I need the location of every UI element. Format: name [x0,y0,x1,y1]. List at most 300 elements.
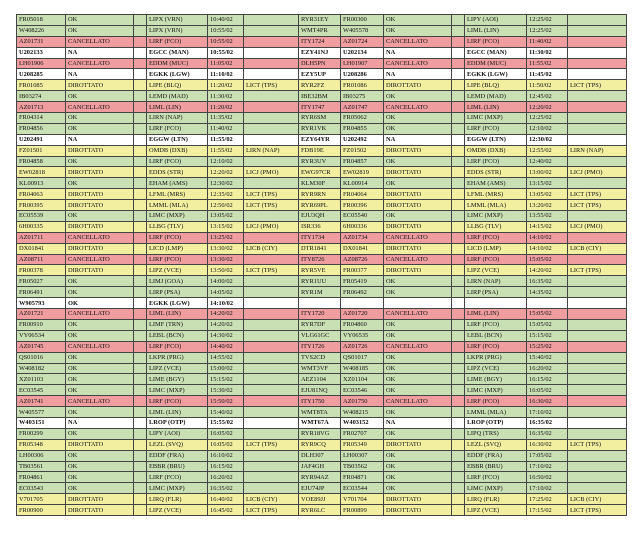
cell-arr-flight: DX01841 [17,243,66,254]
table-row [17,276,627,287]
cell-dep-time: 15:25/02 [527,341,568,352]
table-row [17,461,627,472]
table-row [17,472,627,483]
cell-dep-diverted-to [568,319,627,330]
cell-arr-time: 15:40/02 [208,407,244,418]
cell-dep-destination: LIMC (MXP) [465,211,527,222]
cell-dep-time: 11:50/02 [527,80,568,91]
table-row [17,156,627,167]
cell-dep-diverted-to: LIRN (NAP) [568,145,627,156]
cell-dep-diverted-to [568,113,627,124]
cell-dep-flight: QS01017 [341,352,384,363]
cell-arr-time: 15:15/02 [208,374,244,385]
cell-dep-destination: LEZL (SVQ) [465,439,527,450]
cell-arr-diverted-to [244,461,299,472]
cell-arr-flight: U202133 [17,47,66,58]
cell-dep-destination [465,298,527,309]
cell-callsign: RYR9RN [299,189,341,200]
cell-dep-diverted-to [568,461,627,472]
cell-dep-status: OK [384,113,452,124]
cell-arr-status: OK [66,287,134,298]
cell-arr-diverted-to: LICJ (PMO) [244,167,299,178]
cell-dep-status: OK [384,25,452,36]
cell-dep-time: 11:40/02 [527,36,568,47]
cell-arr-origin: LIRF (FCO) [147,156,208,167]
table-row [17,439,627,450]
cell-dep-destination: EDDM (MUC) [465,58,527,69]
cell-arr-origin: EGKK (LGW) [147,69,208,80]
cell-arr-note [134,298,147,309]
cell-dep-time: 12:55/02 [527,145,568,156]
cell-dep-time: 16:35/02 [527,417,568,428]
cell-arr-status: OK [66,330,134,341]
cell-dep-note [452,450,465,461]
cell-arr-flight: FR04861 [17,472,66,483]
cell-arr-note [134,428,147,439]
cell-callsign: KLM30F [299,178,341,189]
cell-arr-flight: W408226 [17,25,66,36]
cell-arr-diverted-to: LICJ (PMO) [244,221,299,232]
cell-arr-diverted-to [244,330,299,341]
cell-dep-note [452,167,465,178]
cell-dep-diverted-to [568,298,627,309]
cell-dep-note [452,298,465,309]
cell-arr-origin: LIML (LIN) [147,102,208,113]
cell-dep-status: NA [384,47,452,58]
cell-dep-status: CANCELLATO [384,232,452,243]
cell-dep-flight: LH01907 [341,58,384,69]
cell-arr-time: 16:05/02 [208,439,244,450]
cell-dep-diverted-to [568,309,627,320]
flight-rows [17,15,627,516]
table-row [17,385,627,396]
cell-dep-status: OK [384,276,452,287]
cell-dep-status: OK [384,472,452,483]
cell-dep-flight: W408185 [341,363,384,374]
cell-dep-diverted-to [568,341,627,352]
cell-arr-status: OK [66,113,134,124]
cell-dep-time: 14:20/02 [527,265,568,276]
cell-dep-time: 17:10/02 [527,483,568,494]
cell-dep-destination: LKPR (PRG) [465,352,527,363]
cell-dep-time: 11:45/02 [527,69,568,80]
cell-dep-status: OK [384,407,452,418]
cell-dep-note [452,123,465,134]
cell-dep-diverted-to [568,47,627,58]
cell-arr-status: OK [66,298,134,309]
cell-dep-diverted-to [568,178,627,189]
cell-dep-note [452,330,465,341]
cell-arr-time: 11:30/02 [208,91,244,102]
table-row [17,428,627,439]
cell-dep-flight: DX01841 [341,243,384,254]
cell-dep-flight: AZ08726 [341,254,384,265]
table-row [17,287,627,298]
cell-arr-flight: XZ01103 [17,374,66,385]
cell-arr-diverted-to [244,319,299,330]
cell-dep-flight: V701704 [341,494,384,505]
cell-dep-flight: AZ01724 [341,36,384,47]
cell-arr-time: 14:30/02 [208,330,244,341]
cell-arr-diverted-to [244,254,299,265]
cell-arr-note [134,309,147,320]
cell-dep-diverted-to [568,374,627,385]
cell-dep-flight: U202492 [341,134,384,145]
cell-arr-diverted-to [244,134,299,145]
cell-dep-note [452,461,465,472]
cell-dep-note [452,265,465,276]
cell-arr-origin: LIRF (FCO) [147,254,208,265]
cell-arr-diverted-to [244,417,299,428]
cell-dep-status: CANCELLATO [384,58,452,69]
table-row [17,254,627,265]
cell-arr-flight: TB03561 [17,461,66,472]
cell-dep-note [452,58,465,69]
cell-dep-diverted-to [568,428,627,439]
cell-dep-time: 17:25/02 [527,494,568,505]
cell-callsign: VLG61GC [299,330,341,341]
cell-arr-status: OK [66,15,134,26]
cell-callsign: EJU81NQ [299,385,341,396]
table-row [17,363,627,374]
cell-arr-time: 12:35/02 [208,189,244,200]
cell-arr-origin: EBBR (BRU) [147,461,208,472]
cell-arr-time: 15:50/02 [208,396,244,407]
cell-dep-status: DIROTTATO [384,221,452,232]
cell-arr-status: OK [66,123,134,134]
cell-dep-status: CANCELLATO [384,36,452,47]
cell-dep-destination: EDDF (FRA) [465,450,527,461]
cell-callsign: ITY1747 [299,102,341,113]
cell-arr-time: 13:50/02 [208,265,244,276]
table-row [17,145,627,156]
cell-arr-flight: FR05027 [17,276,66,287]
cell-dep-note [452,352,465,363]
cell-arr-origin: LIPY (AOI) [147,428,208,439]
cell-arr-time: 15:30/02 [208,385,244,396]
cell-callsign: DTR1841 [299,243,341,254]
table-row [17,243,627,254]
table-row [17,265,627,276]
cell-dep-status: NA [384,134,452,145]
cell-dep-time: 11:30/02 [527,47,568,58]
cell-arr-status: NA [66,47,134,58]
cell-arr-note [134,36,147,47]
cell-dep-time: 16:35/02 [527,276,568,287]
cell-dep-destination: LIRP (PSA) [465,287,527,298]
cell-arr-origin: LIRQ (FLR) [147,494,208,505]
cell-dep-destination: LIRQ (FLR) [465,494,527,505]
cell-callsign: RYR69PL [299,200,341,211]
cell-dep-destination: LROP (OTP) [465,417,527,428]
table-row [17,450,627,461]
cell-arr-time: 12:50/02 [208,200,244,211]
cell-arr-flight: FR00910 [17,319,66,330]
cell-dep-time: 13:15/02 [527,178,568,189]
cell-dep-status: DIROTTATO [384,505,452,516]
cell-callsign: ITY1724 [299,36,341,47]
cell-dep-destination: LIRF (FCO) [465,123,527,134]
table-row [17,374,627,385]
cell-dep-note [452,341,465,352]
cell-arr-flight: FR00378 [17,265,66,276]
cell-dep-time: 12:25/02 [527,15,568,26]
table-row [17,134,627,145]
table-row [17,417,627,428]
cell-arr-status: OK [66,385,134,396]
cell-dep-note [452,505,465,516]
cell-arr-time: 12:30/02 [208,178,244,189]
cell-dep-flight: EC05540 [341,211,384,222]
cell-dep-destination: EHAM (AMS) [465,178,527,189]
cell-arr-flight: FR04314 [17,113,66,124]
cell-dep-destination: LIPY (AOI) [465,15,527,26]
cell-callsign: VOE89JJ [299,494,341,505]
cell-callsign: RYR6SM [299,113,341,124]
cell-arr-status: DIROTTATO [66,200,134,211]
cell-arr-flight: FR01085 [17,80,66,91]
cell-callsign: FDB19E [299,145,341,156]
cell-arr-origin: EGCC (MAN) [147,47,208,58]
cell-callsign: RYR1UU [299,276,341,287]
cell-callsign: EJU3QH [299,211,341,222]
cell-arr-note [134,211,147,222]
cell-arr-origin: LEBL (BCN) [147,330,208,341]
cell-arr-note [134,156,147,167]
cell-callsign: IBE32BM [299,91,341,102]
cell-dep-flight: XZ01104 [341,374,384,385]
cell-arr-note [134,396,147,407]
cell-dep-note [452,178,465,189]
cell-arr-diverted-to [244,156,299,167]
cell-arr-time: 14:10/02 [208,298,244,309]
cell-arr-origin: LIML (LIN) [147,309,208,320]
cell-arr-time: 13:30/02 [208,254,244,265]
cell-arr-time: 16:35/02 [208,483,244,494]
cell-dep-destination: LIRF (FCO) [465,319,527,330]
cell-arr-flight: U208285 [17,69,66,80]
cell-arr-note [134,505,147,516]
cell-dep-status: CANCELLATO [384,396,452,407]
cell-dep-note [452,254,465,265]
cell-dep-note [452,47,465,58]
cell-arr-status: OK [66,472,134,483]
cell-dep-time: 13:20/02 [527,200,568,211]
cell-arr-status: OK [66,211,134,222]
cell-dep-flight: AZ01750 [341,396,384,407]
table-row [17,189,627,200]
cell-arr-time: 11:35/02 [208,113,244,124]
cell-dep-flight: AZ01720 [341,309,384,320]
cell-arr-diverted-to: LICT (TPS) [244,439,299,450]
cell-dep-diverted-to [568,58,627,69]
table-row [17,505,627,516]
cell-callsign: RYR2FZ [299,80,341,91]
cell-dep-note [452,156,465,167]
table-row [17,341,627,352]
cell-dep-time: 14:35/02 [527,287,568,298]
cell-dep-diverted-to [568,450,627,461]
cell-arr-flight: W403151 [17,417,66,428]
cell-dep-destination: LIRN (NAP) [465,276,527,287]
cell-callsign: JAF4GH [299,461,341,472]
cell-arr-status: CANCELLATO [66,309,134,320]
cell-arr-note [134,167,147,178]
cell-arr-diverted-to: LICT (TPS) [244,189,299,200]
cell-arr-diverted-to: LIRN (NAP) [244,145,299,156]
cell-arr-diverted-to [244,341,299,352]
cell-dep-flight: FR06492 [341,287,384,298]
cell-dep-time: 12:45/02 [527,91,568,102]
cell-arr-diverted-to: LICT (TPS) [244,200,299,211]
cell-dep-note [452,200,465,211]
cell-arr-time: 13:25/02 [208,232,244,243]
cell-dep-diverted-to [568,396,627,407]
cell-arr-diverted-to [244,472,299,483]
cell-callsign: RYR94AZ [299,472,341,483]
cell-arr-origin: LIRF (FCO) [147,232,208,243]
cell-arr-time: 11:20/02 [208,102,244,113]
cell-dep-flight: 6H00336 [341,221,384,232]
cell-arr-flight: AZ01713 [17,102,66,113]
cell-dep-note [452,80,465,91]
cell-arr-diverted-to [244,407,299,418]
cell-arr-note [134,178,147,189]
cell-callsign: ITY1726 [299,341,341,352]
cell-arr-diverted-to [244,123,299,134]
cell-arr-status: CANCELLATO [66,232,134,243]
cell-dep-destination: LIMC (MXP) [465,483,527,494]
cell-arr-time: 12:20/02 [208,167,244,178]
cell-arr-origin: LEZL (SVQ) [147,439,208,450]
flight-table [16,14,627,516]
table-row [17,211,627,222]
cell-dep-destination: LIRF (FCO) [465,341,527,352]
cell-dep-destination: OMDB (DXB) [465,145,527,156]
cell-callsign: WMT3VF [299,363,341,374]
cell-dep-note [452,113,465,124]
cell-dep-note [452,417,465,428]
cell-dep-diverted-to: LICT (TPS) [568,189,627,200]
cell-arr-status: OK [66,483,134,494]
cell-arr-diverted-to [244,36,299,47]
cell-dep-note [452,15,465,26]
cell-arr-time: 11:10/02 [208,69,244,80]
cell-arr-origin: LIRF (FCO) [147,396,208,407]
cell-arr-time: 11:55/02 [208,134,244,145]
cell-dep-diverted-to: LICT (TPS) [568,439,627,450]
cell-dep-destination: LEMD (MAD) [465,91,527,102]
cell-dep-diverted-to [568,352,627,363]
table-row [17,319,627,330]
cell-arr-time: 10:55/02 [208,36,244,47]
cell-dep-time: 17:05/02 [527,450,568,461]
cell-arr-note [134,123,147,134]
cell-arr-origin: LIPX (VRN) [147,25,208,36]
cell-dep-note [452,363,465,374]
cell-dep-diverted-to [568,211,627,222]
table-row [17,407,627,418]
cell-arr-status: OK [66,461,134,472]
cell-dep-note [452,189,465,200]
cell-dep-note [452,69,465,80]
cell-arr-status: NA [66,134,134,145]
cell-dep-time: 12:20/02 [527,102,568,113]
cell-arr-origin: LMML (MLA) [147,200,208,211]
cell-dep-flight: FR05062 [341,113,384,124]
cell-arr-diverted-to [244,374,299,385]
cell-dep-flight: FR00899 [341,505,384,516]
cell-callsign: DLH307 [299,450,341,461]
cell-arr-origin: LIRP (PSA) [147,287,208,298]
cell-dep-diverted-to: LICB (CIY) [568,243,627,254]
cell-arr-origin: LIRF (FCO) [147,36,208,47]
cell-arr-flight: 6H00335 [17,221,66,232]
cell-callsign: WMT67A [299,417,341,428]
cell-dep-diverted-to [568,91,627,102]
cell-arr-note [134,254,147,265]
cell-dep-note [452,396,465,407]
cell-dep-flight: FR00300 [341,15,384,26]
table-row [17,483,627,494]
cell-arr-note [134,472,147,483]
table-row [17,178,627,189]
cell-dep-status: CANCELLATO [384,341,452,352]
cell-arr-note [134,58,147,69]
cell-arr-note [134,374,147,385]
cell-arr-origin: LFML (MRS) [147,189,208,200]
cell-dep-flight: W408215 [341,407,384,418]
cell-dep-flight: FR01086 [341,80,384,91]
cell-dep-status: DIROTTATO [384,167,452,178]
cell-dep-time: 11:55/02 [527,58,568,69]
cell-arr-status: OK [66,374,134,385]
cell-arr-status: CANCELLATO [66,254,134,265]
cell-dep-diverted-to [568,15,627,26]
cell-arr-status: CANCELLATO [66,36,134,47]
cell-callsign: TVS2CD [299,352,341,363]
cell-dep-status: DIROTTATO [384,243,452,254]
cell-arr-status: OK [66,156,134,167]
cell-dep-diverted-to [568,363,627,374]
cell-dep-time: 12:25/02 [527,25,568,36]
cell-dep-note [452,91,465,102]
cell-arr-status: OK [66,352,134,363]
cell-callsign: ISR336 [299,221,341,232]
cell-dep-status: OK [384,330,452,341]
cell-arr-note [134,483,147,494]
cell-arr-note [134,69,147,80]
cell-dep-flight: LH00307 [341,450,384,461]
cell-dep-status: DIROTTATO [384,80,452,91]
cell-arr-note [134,80,147,91]
cell-dep-diverted-to [568,385,627,396]
cell-arr-origin: LIPZ (VCE) [147,505,208,516]
cell-arr-note [134,287,147,298]
cell-arr-origin: LEMD (MAD) [147,91,208,102]
cell-arr-origin: LIRN (NAP) [147,113,208,124]
cell-dep-time: 16:20/02 [527,363,568,374]
cell-arr-status: OK [66,25,134,36]
cell-arr-time: 11:20/02 [208,80,244,91]
cell-arr-flight: FR04063 [17,189,66,200]
cell-arr-status: CANCELLATO [66,58,134,69]
cell-arr-time: 16:10/02 [208,450,244,461]
table-row [17,396,627,407]
cell-arr-origin: LIMC (MXP) [147,385,208,396]
cell-arr-time: 11:55/02 [208,145,244,156]
cell-callsign: RYR5VE [299,265,341,276]
